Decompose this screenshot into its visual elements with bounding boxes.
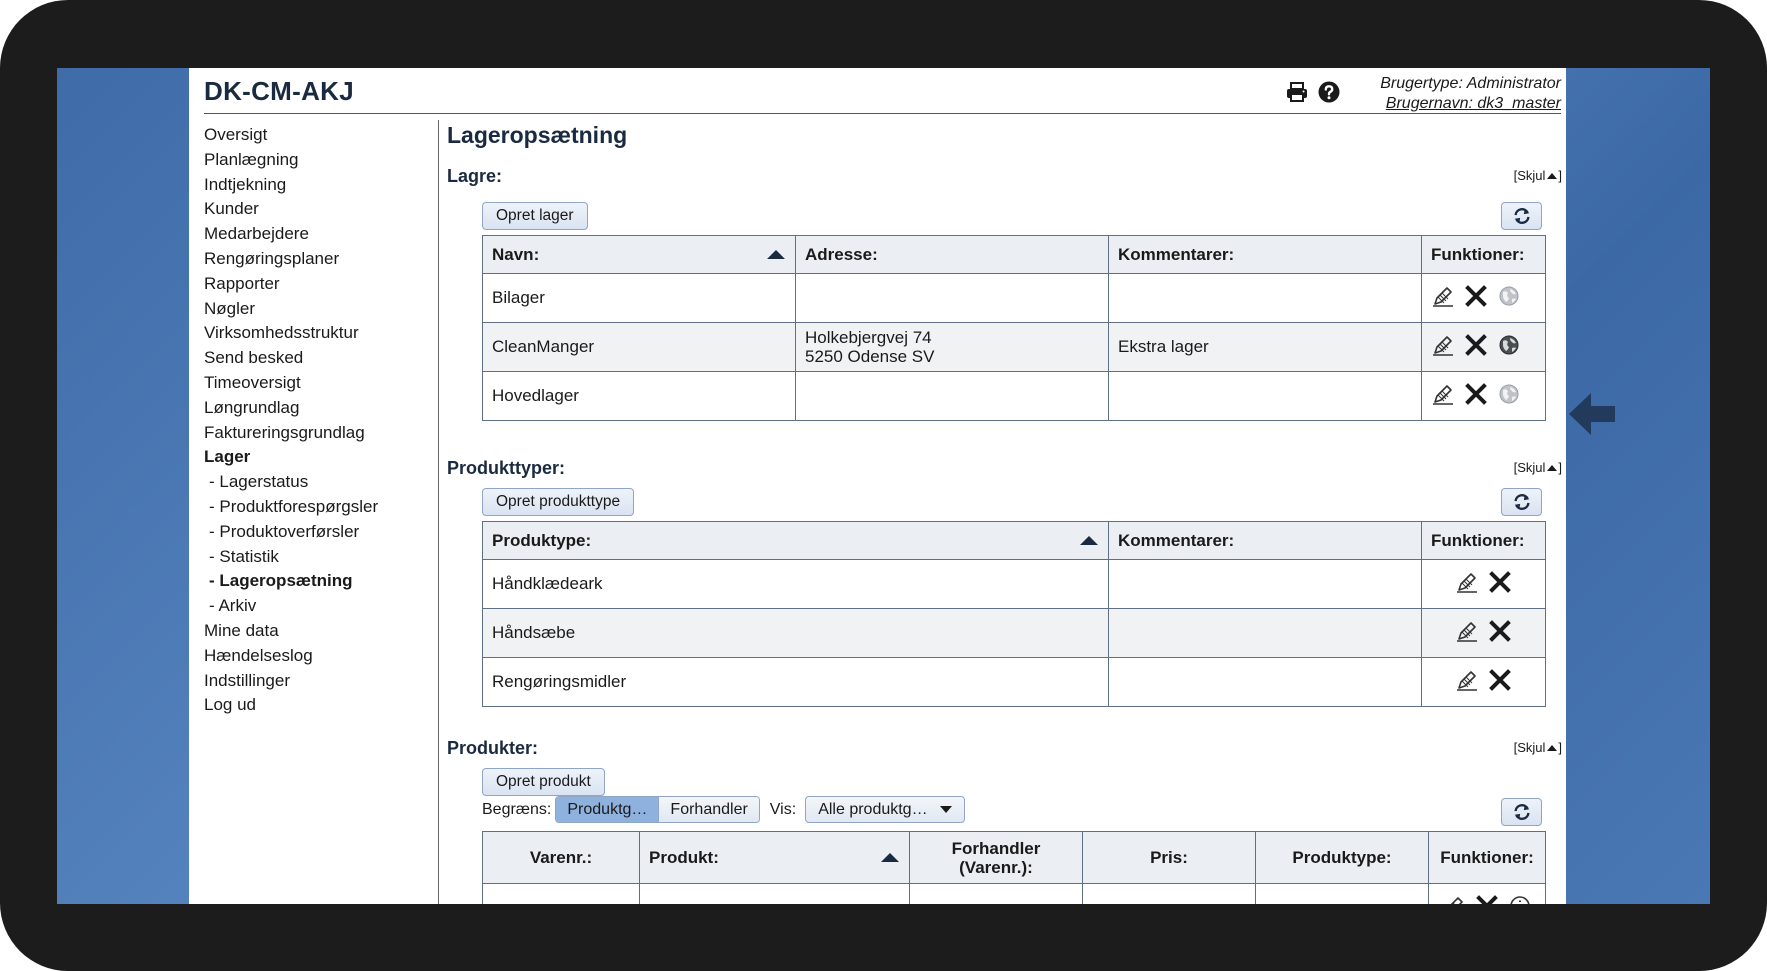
- filter-forhandler[interactable]: Forhandler: [658, 797, 758, 822]
- hide-label-end: ]: [1558, 740, 1562, 755]
- col-adresse[interactable]: Adresse:: [796, 236, 1109, 274]
- address-line: Holkebjergvej 74: [805, 328, 932, 347]
- cell-comment: [1109, 609, 1422, 658]
- filter-bar: [482, 796, 965, 823]
- nav-statistik[interactable]: - Statistik: [209, 546, 279, 566]
- nav-produktforespoergsler[interactable]: - Produktforespørgsler: [209, 496, 379, 516]
- app-title: DK-CM-AKJ: [204, 76, 355, 106]
- create-produkttype-button[interactable]: Opret produkttype: [482, 488, 634, 516]
- delete-icon[interactable]: [1464, 382, 1488, 406]
- print-icon[interactable]: [1285, 80, 1309, 104]
- cell-name: Håndklædeark: [483, 560, 1109, 609]
- col-kommentarer[interactable]: Kommentarer:: [1109, 236, 1422, 274]
- nav-rapporter[interactable]: Rapporter: [204, 273, 280, 293]
- show-select[interactable]: [805, 796, 964, 823]
- table-row: [483, 372, 1546, 421]
- nav-noegler[interactable]: Nøgler: [204, 298, 256, 318]
- table-header-row: [483, 522, 1546, 560]
- nav-divider: [438, 120, 439, 904]
- table-row: [483, 884, 1546, 905]
- chevron-down-icon: [940, 806, 952, 813]
- user-type: Brugertype: Administrator: [1380, 75, 1561, 92]
- cell-functions: [1422, 274, 1546, 323]
- col-produkt[interactable]: [640, 832, 910, 884]
- col-produktype[interactable]: [483, 522, 1109, 560]
- collapse-icon: [1547, 465, 1557, 471]
- produkter-refresh-button[interactable]: [1501, 798, 1542, 826]
- nav-timeoversigt[interactable]: Timeoversigt: [204, 372, 301, 392]
- cell-address: [796, 372, 1109, 421]
- sort-asc-icon: [881, 853, 899, 862]
- cell-comment: Ekstra lager: [1109, 323, 1422, 372]
- nav-mine-data[interactable]: Mine data: [204, 620, 279, 640]
- table-row: [483, 560, 1546, 609]
- delete-icon[interactable]: [1464, 284, 1488, 308]
- edit-icon[interactable]: [1431, 382, 1455, 406]
- edit-icon[interactable]: [1455, 619, 1479, 643]
- hide-label: [Skjul: [1513, 168, 1546, 183]
- nav-rengoeringsplaner[interactable]: Rengøringsplaner: [204, 248, 340, 268]
- cell-pris: [1083, 884, 1256, 905]
- cell-comment: [1109, 274, 1422, 323]
- nav-oversigt[interactable]: Oversigt: [204, 125, 268, 144]
- cell-produkt: [640, 884, 910, 905]
- user-name[interactable]: Brugernavn: dk3_master: [1385, 95, 1561, 112]
- help-icon[interactable]: [1317, 80, 1341, 104]
- delete-icon[interactable]: [1464, 333, 1488, 357]
- show-value: Alle produktg…: [818, 801, 928, 818]
- refresh-icon: [1511, 801, 1533, 823]
- lagre-refresh-button[interactable]: [1501, 202, 1542, 230]
- filter-label: Begræns:: [482, 800, 552, 818]
- address-line: 5250 Odense SV: [805, 347, 935, 366]
- col-navn[interactable]: [483, 236, 796, 274]
- create-lager-button[interactable]: Opret lager: [482, 202, 588, 230]
- table-row: [483, 609, 1546, 658]
- nav-planlaegning[interactable]: Planlægning: [204, 149, 299, 169]
- col-label: Forhandler: [951, 838, 1041, 858]
- refresh-icon: [1511, 205, 1533, 227]
- lagre-title: Lagre:: [447, 166, 503, 186]
- lagre-hide-toggle[interactable]: [1514, 168, 1562, 183]
- col-label: Produkt:: [649, 847, 719, 867]
- filter-produktgruppe[interactable]: Produktg…: [556, 797, 658, 822]
- globe-icon[interactable]: [1497, 284, 1521, 308]
- col-pris[interactable]: Pris:: [1083, 832, 1256, 884]
- show-label: Vis:: [769, 800, 797, 818]
- cell-name: Rengøringsmidler: [483, 658, 1109, 707]
- cell-forhandler: [910, 884, 1083, 905]
- cell-functions: [1422, 609, 1546, 658]
- user-info: [1380, 74, 1561, 114]
- header-divider: [204, 113, 1561, 114]
- produkttyper-title: Produkttyper:: [447, 458, 566, 478]
- edit-icon[interactable]: [1455, 570, 1479, 594]
- edit-icon[interactable]: [1431, 333, 1455, 357]
- produkter-title: Produkter:: [447, 738, 539, 758]
- nav-arkiv[interactable]: - Arkiv: [209, 596, 257, 616]
- header-toolbar: [1285, 80, 1341, 104]
- cell-name: Hovedlager: [483, 372, 796, 421]
- nav-lagerstatus[interactable]: - Lagerstatus: [209, 472, 309, 492]
- nav-kunder[interactable]: Kunder: [204, 199, 259, 219]
- nav-lageropsaetning[interactable]: - Lageropsætning: [209, 571, 353, 591]
- nav-log-ud[interactable]: Log ud: [204, 695, 256, 715]
- delete-icon[interactable]: [1488, 619, 1512, 643]
- table-row: [483, 274, 1546, 323]
- edit-icon[interactable]: [1431, 284, 1455, 308]
- cell-functions: [1422, 323, 1546, 372]
- globe-icon[interactable]: [1497, 382, 1521, 406]
- nav-send-besked[interactable]: Send besked: [204, 348, 304, 368]
- col-label: Produktype:: [492, 530, 592, 550]
- col-produktype[interactable]: Produktype:: [1256, 832, 1429, 884]
- refresh-icon: [1511, 491, 1533, 513]
- cell-produktype: [1256, 884, 1429, 905]
- col-funktioner: Funktioner:: [1422, 236, 1546, 274]
- collapse-icon: [1547, 173, 1557, 179]
- delete-icon[interactable]: [1475, 894, 1499, 904]
- cell-functions: [1422, 372, 1546, 421]
- desktop-background: [57, 68, 1710, 904]
- cell-address: [796, 323, 1109, 372]
- nav-haendelseslog[interactable]: Hændelseslog: [204, 645, 313, 665]
- table-header-row: [483, 832, 1546, 884]
- col-varenr[interactable]: Varenr.:: [483, 832, 640, 884]
- delete-icon[interactable]: [1488, 570, 1512, 594]
- cell-functions: [1422, 658, 1546, 707]
- cell-comment: [1109, 372, 1422, 421]
- cell-name: Bilager: [483, 274, 796, 323]
- nav-faktureringsgrundlag[interactable]: Faktureringsgrundlag: [204, 422, 365, 442]
- produkter-table: [482, 831, 1546, 904]
- nav-produktoverfoersler[interactable]: - Produktoverførsler: [209, 521, 360, 541]
- page-title: Lageropsætning: [447, 122, 628, 148]
- produkttyper-hide-toggle[interactable]: [1514, 460, 1562, 475]
- col-forhandler[interactable]: [910, 832, 1083, 884]
- hide-label-end: ]: [1558, 168, 1562, 183]
- app-page: [189, 68, 1566, 904]
- create-produkt-button[interactable]: Opret produkt: [482, 768, 605, 796]
- pointer-arrow-icon: [1567, 389, 1617, 439]
- cell-varenr: [483, 884, 640, 905]
- edit-icon[interactable]: [1455, 668, 1479, 692]
- nav-lager[interactable]: Lager: [204, 447, 251, 467]
- cell-functions: [1429, 884, 1546, 905]
- table-header-row: [483, 236, 1546, 274]
- hide-label: [Skjul: [1513, 460, 1546, 475]
- cell-comment: [1109, 658, 1422, 707]
- nav-indtjekning[interactable]: Indtjekning: [204, 174, 287, 194]
- produkter-hide-toggle[interactable]: [1514, 740, 1562, 755]
- cell-address: [796, 274, 1109, 323]
- table-row: [483, 658, 1546, 707]
- sort-asc-icon: [767, 250, 785, 259]
- cell-functions: [1422, 560, 1546, 609]
- hide-label-end: ]: [1558, 460, 1562, 475]
- lagre-table: [482, 235, 1546, 421]
- cell-comment: [1109, 560, 1422, 609]
- nav-virksomhedsstruktur[interactable]: Virksomhedsstruktur: [204, 323, 359, 343]
- globe-icon[interactable]: [1497, 333, 1521, 357]
- col-funktioner: Funktioner:: [1422, 522, 1546, 560]
- col-label: Navn:: [492, 244, 540, 264]
- info-icon[interactable]: [1508, 894, 1532, 904]
- col-kommentarer[interactable]: Kommentarer:: [1109, 522, 1422, 560]
- edit-icon[interactable]: [1442, 894, 1466, 904]
- sidebar-nav: [204, 123, 434, 718]
- cell-name: CleanManger: [483, 323, 796, 372]
- col-label: (Varenr.):: [959, 857, 1033, 877]
- nav-medarbejdere[interactable]: Medarbejdere: [204, 224, 309, 244]
- col-funktioner: Funktioner:: [1429, 832, 1546, 884]
- hide-label: [Skjul: [1513, 740, 1546, 755]
- cell-name: Håndsæbe: [483, 609, 1109, 658]
- produkttyper-refresh-button[interactable]: [1501, 488, 1542, 516]
- sort-asc-icon: [1080, 536, 1098, 545]
- table-row: [483, 323, 1546, 372]
- filter-segmented: [555, 796, 759, 823]
- nav-indstillinger[interactable]: Indstillinger: [204, 670, 290, 690]
- nav-loengrundlag[interactable]: Løngrundlag: [204, 397, 300, 417]
- produkttyper-table: [482, 521, 1546, 707]
- delete-icon[interactable]: [1488, 668, 1512, 692]
- collapse-icon: [1547, 745, 1557, 751]
